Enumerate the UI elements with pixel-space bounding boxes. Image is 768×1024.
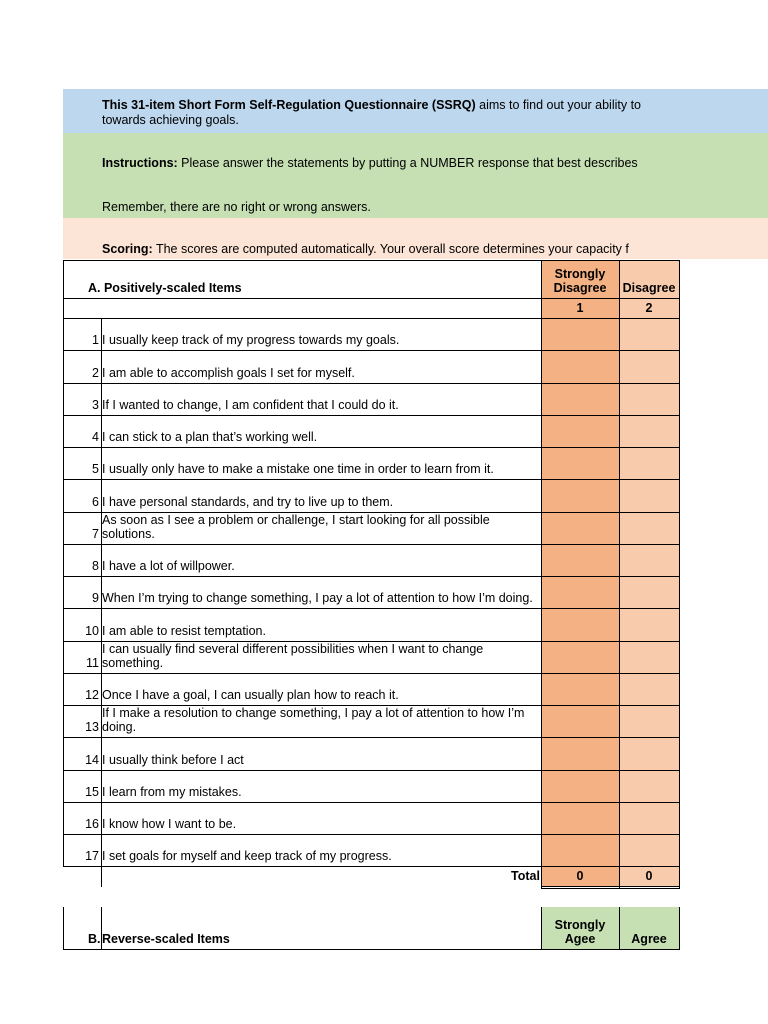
response-cell-disagree[interactable]	[619, 705, 679, 737]
grid-line-h	[63, 350, 680, 351]
response-cell-strongly-disagree[interactable]	[541, 770, 619, 802]
response-cell-disagree[interactable]	[619, 318, 679, 350]
response-cell-disagree[interactable]	[619, 415, 679, 447]
response-cell-strongly-disagree[interactable]	[541, 834, 619, 866]
response-cell-strongly-disagree[interactable]	[541, 447, 619, 479]
item-number: 2	[92, 365, 99, 380]
section-b-label: Reverse-scaled Items	[102, 932, 230, 946]
grid-line-h	[63, 260, 680, 261]
response-cell-disagree[interactable]	[619, 512, 679, 544]
grid-line-h	[63, 834, 680, 835]
grid-line-v	[63, 260, 64, 866]
grid-line-v	[101, 318, 102, 887]
grid-line-v	[619, 260, 620, 888]
response-cell-strongly-disagree[interactable]	[541, 737, 619, 769]
grid-line-v	[541, 907, 542, 950]
grid-line-h	[63, 737, 680, 738]
grid-line-v	[619, 907, 620, 950]
item-statement: I can usually find several different possibilities when I want to change something.	[102, 641, 484, 670]
item-number: 15	[85, 784, 99, 799]
item-statement: I have personal standards, and try to live up to them.	[102, 494, 394, 509]
grid-line-h	[541, 886, 680, 887]
response-cell-strongly-disagree[interactable]	[541, 608, 619, 640]
response-cell-disagree[interactable]	[619, 641, 679, 673]
header-disagree: Disagree	[619, 260, 679, 298]
grid-line-h	[63, 608, 680, 609]
grid-line-h	[63, 298, 680, 299]
response-cell-strongly-disagree[interactable]	[541, 544, 619, 576]
header-strongly-disagree: Strongly Disagree	[541, 260, 619, 298]
total-value-2: 0	[645, 869, 653, 883]
instructions-label: Instructions:	[102, 156, 178, 170]
item-statement: If I wanted to change, I am confident that I could do it.	[102, 397, 399, 412]
response-cell-strongly-disagree[interactable]	[541, 705, 619, 737]
item-statement: I usually keep track of my progress towards my goals.	[102, 333, 400, 348]
response-cell-strongly-disagree[interactable]	[541, 512, 619, 544]
scoring-text: The scores are computed automatically. Your overall score determines your capacity f	[152, 242, 629, 256]
grid-line-h	[541, 888, 680, 889]
item-number: 3	[92, 397, 99, 412]
item-statement: I can stick to a plan that’s working well.	[102, 430, 318, 444]
response-cell-disagree[interactable]	[619, 350, 679, 382]
total-label: Total	[511, 869, 540, 883]
grid-line-v	[679, 907, 680, 950]
response-cell-strongly-disagree[interactable]	[541, 350, 619, 382]
response-cell-disagree[interactable]	[619, 608, 679, 640]
response-cell-strongly-disagree[interactable]	[541, 383, 619, 415]
item-statement: I am able to resist temptation.	[102, 623, 266, 638]
response-cell-disagree[interactable]	[619, 479, 679, 511]
response-cell-disagree[interactable]	[619, 673, 679, 705]
item-number: 13	[85, 720, 99, 735]
grid-line-h	[63, 866, 680, 867]
item-statement: I usually only have to make a mistake one time in order to learn from it.	[102, 462, 494, 477]
section-b-prefix: B.	[88, 932, 101, 946]
grid-line-h	[63, 415, 680, 416]
grid-line-h	[63, 447, 680, 448]
total-value-1: 0	[576, 869, 584, 883]
header-value-2: 2	[619, 298, 679, 318]
grid-line-v	[101, 907, 102, 950]
item-statement: As soon as I see a problem or challenge, I start looking for all possible solutions.	[102, 512, 490, 541]
section-a-label: A. Positively-scaled Items	[88, 281, 242, 295]
intro-title-bold: This 31-item Short Form Self-Regulation Questionnaire (SSRQ)	[102, 98, 476, 112]
item-number: 8	[92, 559, 99, 573]
grid-line-h	[63, 544, 680, 545]
header-strongly-agree: Strongly Agee	[541, 907, 619, 949]
item-number: 6	[92, 494, 99, 509]
item-statement: When I’m trying to change something, I pay a lot of attention to how I’m doing.	[102, 591, 533, 606]
intro-band	[63, 89, 768, 133]
item-number: 11	[86, 655, 99, 670]
item-number: 12	[85, 688, 99, 702]
grid-line-h	[63, 770, 680, 771]
instructions-text: Please answer the statements by putting a NUMBER response that best describes	[177, 156, 638, 170]
response-cell-strongly-disagree[interactable]	[541, 641, 619, 673]
item-statement: If I make a resolution to change something, I pay a lot of attention to how I’m doing.	[102, 706, 525, 735]
item-number: 1	[92, 333, 99, 348]
grid-line-v	[63, 907, 64, 950]
response-cell-disagree[interactable]	[619, 576, 679, 608]
header-value-1: 1	[541, 298, 619, 318]
item-number: 5	[92, 462, 99, 477]
grid-line-h	[63, 949, 680, 950]
scoring-band	[63, 218, 768, 259]
reminder-text: Remember, there are no right or wrong answers.	[102, 200, 371, 214]
response-cell-strongly-disagree[interactable]	[541, 673, 619, 705]
response-cell-strongly-disagree[interactable]	[541, 576, 619, 608]
grid-line-h	[63, 802, 680, 803]
grid-line-v	[679, 260, 680, 888]
item-statement: Once I have a goal, I can usually plan how to reach it.	[102, 688, 399, 702]
grid-line-h	[63, 705, 680, 706]
response-cell-strongly-disagree[interactable]	[541, 415, 619, 447]
header-agree: Agree	[619, 907, 679, 949]
scoring-label: Scoring:	[102, 242, 153, 256]
item-statement: I usually think before I act	[102, 752, 244, 767]
response-cell-disagree[interactable]	[619, 834, 679, 866]
item-statement: I know how I want to be.	[102, 817, 237, 831]
item-number: 14	[85, 752, 99, 767]
response-cell-disagree[interactable]	[619, 737, 679, 769]
item-number: 9	[92, 591, 99, 606]
intro-title-line2: towards achieving goals.	[102, 113, 239, 127]
item-statement: I set goals for myself and keep track of my progress.	[102, 849, 392, 864]
grid-line-h	[63, 512, 680, 513]
grid-line-h	[63, 673, 680, 674]
response-cell-strongly-disagree[interactable]	[541, 318, 619, 350]
response-cell-disagree[interactable]	[619, 770, 679, 802]
grid-line-h	[63, 479, 680, 480]
instructions-band	[63, 133, 768, 218]
item-number: 10	[85, 623, 99, 638]
grid-line-h	[63, 576, 680, 577]
item-number: 4	[92, 430, 99, 444]
response-cell-strongly-disagree[interactable]	[541, 479, 619, 511]
response-cell-disagree[interactable]	[619, 447, 679, 479]
intro-title-rest: aims to find out your ability to	[475, 98, 642, 112]
response-cell-disagree[interactable]	[619, 544, 679, 576]
grid-line-h	[63, 641, 680, 642]
item-number: 17	[85, 849, 99, 864]
response-cell-disagree[interactable]	[619, 802, 679, 834]
item-number: 7	[92, 526, 99, 541]
grid-line-h	[63, 318, 680, 319]
item-statement: I have a lot of willpower.	[102, 559, 235, 573]
grid-line-h	[63, 383, 680, 384]
response-cell-disagree[interactable]	[619, 383, 679, 415]
item-statement: I am able to accomplish goals I set for myself.	[102, 365, 355, 380]
item-number: 16	[85, 817, 99, 831]
item-statement: I learn from my mistakes.	[102, 784, 242, 799]
grid-line-v	[541, 260, 542, 888]
response-cell-strongly-disagree[interactable]	[541, 802, 619, 834]
